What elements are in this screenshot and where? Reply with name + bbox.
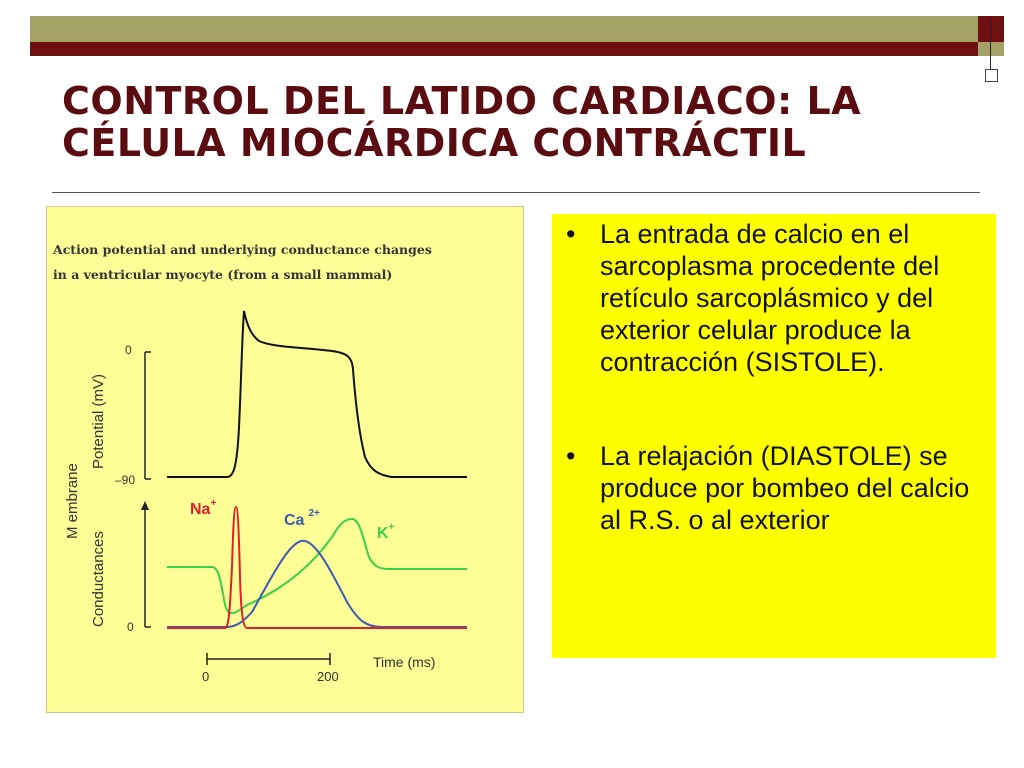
header-band-olive — [30, 16, 978, 42]
corner-box — [985, 69, 998, 82]
time-axis-label: Time (ms) — [373, 654, 436, 670]
tick-label-0-top: 0 — [125, 343, 132, 357]
membrane-axis-label: M embrane — [64, 463, 81, 539]
ca-label: Ca $^{2+}$ — [284, 508, 320, 529]
bullet-dot: • — [566, 441, 576, 471]
bullet-list — [566, 218, 992, 536]
k-label: K+ — [377, 522, 395, 542]
bullet-text-diastole: La relajación (DIASTOLE) se produce por bombeo del calcio al R.S. o al exterior — [600, 441, 970, 535]
na-label: Na+ — [190, 498, 217, 518]
conductance-axis-arrow — [141, 501, 149, 510]
title-divider — [52, 192, 980, 193]
ca-conductance-trace — [167, 541, 467, 627]
figure-caption-line2: in a ventricular myocyte (from a small mammal) — [53, 267, 393, 282]
potential-axis-label: Potential (mV) — [90, 373, 107, 469]
action-potential-trace — [167, 311, 467, 477]
bullet-dot: • — [566, 219, 576, 249]
tick-label-0-bottom: 0 — [127, 620, 134, 634]
bullet-item — [566, 218, 992, 378]
slide-title-line1: CONTROL DEL LATIDO CARDIACO: LA — [62, 79, 862, 123]
conductances-axis-label: Conductances — [90, 531, 107, 627]
bullet-panel — [552, 214, 996, 658]
time-label-0: 0 — [202, 669, 210, 684]
bullet-text-systole: La entrada de calcio en el sarcoplasma procedente del retículo sarcoplásmico y del exterior celular produce la contracción (SISTOLE). — [600, 219, 940, 377]
bullet-item — [566, 440, 992, 536]
corner-square-maroon — [978, 16, 1004, 42]
tick-label-minus90: –90 — [115, 473, 136, 487]
corner-square-olive — [978, 42, 1004, 56]
header-band-maroon — [30, 42, 978, 56]
figure-caption-line1: Action potential and underlying conductance changes — [53, 242, 432, 257]
slide-title-line2: CÉLULA MIOCÁRDICA CONTRÁCTIL — [62, 121, 807, 165]
figure-graph — [47, 207, 523, 712]
k-conductance-trace — [167, 519, 467, 613]
slide-title — [62, 80, 862, 164]
time-label-200: 200 — [317, 669, 339, 684]
corner-line — [990, 18, 991, 69]
action-potential-figure — [46, 206, 524, 713]
